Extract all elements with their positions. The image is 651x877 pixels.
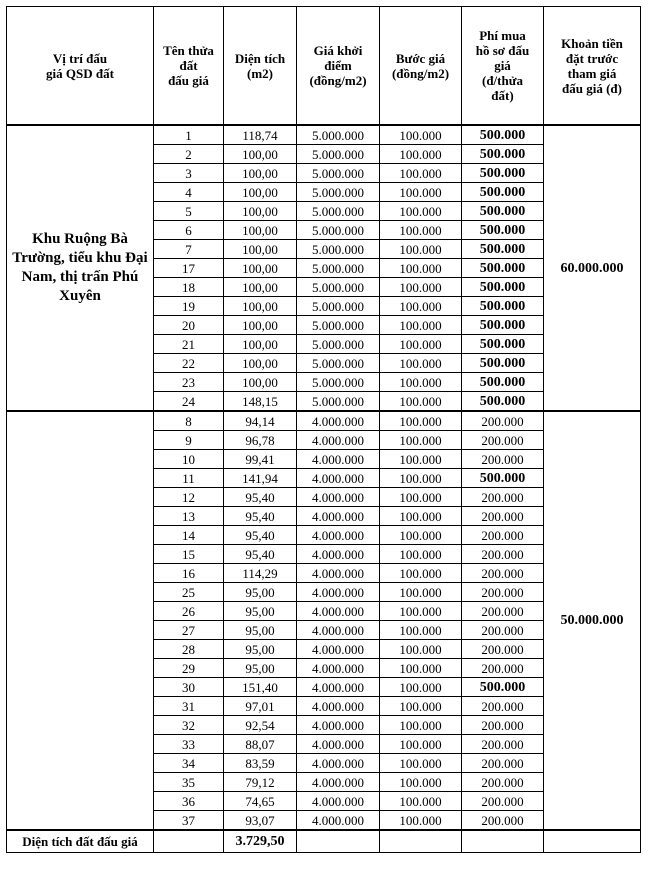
price-step-cell: 100.000 — [380, 602, 462, 621]
lot-cell: 24 — [154, 392, 224, 412]
dossier-fee-cell: 500.000 — [462, 125, 544, 145]
area-cell: 100,00 — [224, 354, 297, 373]
start-price-cell: 4.000.000 — [297, 640, 380, 659]
area-cell: 94,14 — [224, 411, 297, 431]
area-cell: 118,74 — [224, 125, 297, 145]
dossier-fee-cell: 200.000 — [462, 716, 544, 735]
dossier-fee-cell: 500.000 — [462, 373, 544, 392]
start-price-cell: 5.000.000 — [297, 297, 380, 316]
total-empty-price — [297, 830, 380, 853]
lot-cell: 22 — [154, 354, 224, 373]
dossier-fee-cell: 200.000 — [462, 659, 544, 678]
area-cell: 95,00 — [224, 621, 297, 640]
price-step-cell: 100.000 — [380, 373, 462, 392]
lot-cell: 19 — [154, 297, 224, 316]
lot-cell: 33 — [154, 735, 224, 754]
header-price-step: Bước giá (đồng/m2) — [380, 7, 462, 126]
lot-cell: 21 — [154, 335, 224, 354]
dossier-fee-cell: 200.000 — [462, 507, 544, 526]
dossier-fee-cell: 200.000 — [462, 773, 544, 792]
start-price-cell: 5.000.000 — [297, 354, 380, 373]
area-cell: 93,07 — [224, 811, 297, 831]
dossier-fee-cell: 500.000 — [462, 145, 544, 164]
price-step-cell: 100.000 — [380, 621, 462, 640]
dossier-fee-cell: 200.000 — [462, 450, 544, 469]
deposit-cell: 60.000.000 — [544, 125, 641, 411]
start-price-cell: 5.000.000 — [297, 278, 380, 297]
price-step-cell: 100.000 — [380, 773, 462, 792]
area-cell: 151,40 — [224, 678, 297, 697]
price-step-cell: 100.000 — [380, 754, 462, 773]
price-step-cell: 100.000 — [380, 125, 462, 145]
dossier-fee-cell: 500.000 — [462, 316, 544, 335]
price-step-cell: 100.000 — [380, 183, 462, 202]
dossier-fee-cell: 200.000 — [462, 431, 544, 450]
area-cell: 148,15 — [224, 392, 297, 412]
dossier-fee-cell: 200.000 — [462, 792, 544, 811]
lot-cell: 9 — [154, 431, 224, 450]
start-price-cell: 4.000.000 — [297, 773, 380, 792]
start-price-cell: 4.000.000 — [297, 411, 380, 431]
lot-cell: 36 — [154, 792, 224, 811]
dossier-fee-cell: 200.000 — [462, 754, 544, 773]
dossier-fee-cell: 500.000 — [462, 202, 544, 221]
dossier-fee-cell: 500.000 — [462, 164, 544, 183]
area-cell: 95,00 — [224, 602, 297, 621]
price-step-cell: 100.000 — [380, 259, 462, 278]
area-cell: 95,40 — [224, 526, 297, 545]
area-cell: 100,00 — [224, 297, 297, 316]
price-step-cell: 100.000 — [380, 792, 462, 811]
price-step-cell: 100.000 — [380, 354, 462, 373]
area-cell: 88,07 — [224, 735, 297, 754]
lot-cell: 3 — [154, 164, 224, 183]
deposit-cell: 50.000.000 — [544, 411, 641, 830]
lot-cell: 13 — [154, 507, 224, 526]
lot-cell: 35 — [154, 773, 224, 792]
area-cell: 100,00 — [224, 335, 297, 354]
area-cell: 114,29 — [224, 564, 297, 583]
price-step-cell: 100.000 — [380, 145, 462, 164]
total-row — [7, 830, 641, 853]
lot-cell: 37 — [154, 811, 224, 831]
dossier-fee-cell: 200.000 — [462, 583, 544, 602]
start-price-cell: 4.000.000 — [297, 526, 380, 545]
total-empty-fee — [462, 830, 544, 853]
auction-lots-table — [6, 6, 641, 853]
area-cell: 95,40 — [224, 507, 297, 526]
start-price-cell: 4.000.000 — [297, 583, 380, 602]
dossier-fee-cell: 200.000 — [462, 640, 544, 659]
start-price-cell: 4.000.000 — [297, 621, 380, 640]
start-price-cell: 5.000.000 — [297, 240, 380, 259]
price-step-cell: 100.000 — [380, 488, 462, 507]
area-cell: 100,00 — [224, 259, 297, 278]
price-step-cell: 100.000 — [380, 297, 462, 316]
lot-cell: 14 — [154, 526, 224, 545]
dossier-fee-cell: 500.000 — [462, 678, 544, 697]
dossier-fee-cell: 200.000 — [462, 697, 544, 716]
start-price-cell: 4.000.000 — [297, 507, 380, 526]
header-area: Diện tích (m2) — [224, 7, 297, 126]
dossier-fee-cell: 200.000 — [462, 411, 544, 431]
lot-cell: 7 — [154, 240, 224, 259]
total-empty-deposit — [544, 830, 641, 853]
lot-cell: 32 — [154, 716, 224, 735]
price-step-cell: 100.000 — [380, 697, 462, 716]
start-price-cell: 5.000.000 — [297, 335, 380, 354]
start-price-cell: 5.000.000 — [297, 164, 380, 183]
dossier-fee-cell: 500.000 — [462, 392, 544, 412]
price-step-cell: 100.000 — [380, 221, 462, 240]
start-price-cell: 4.000.000 — [297, 716, 380, 735]
lot-cell: 26 — [154, 602, 224, 621]
dossier-fee-cell: 200.000 — [462, 545, 544, 564]
lot-cell: 11 — [154, 469, 224, 488]
dossier-fee-cell: 200.000 — [462, 621, 544, 640]
lot-cell: 10 — [154, 450, 224, 469]
start-price-cell: 4.000.000 — [297, 564, 380, 583]
lot-cell: 34 — [154, 754, 224, 773]
start-price-cell: 4.000.000 — [297, 488, 380, 507]
area-cell: 95,40 — [224, 488, 297, 507]
dossier-fee-cell: 200.000 — [462, 526, 544, 545]
start-price-cell: 5.000.000 — [297, 145, 380, 164]
price-step-cell: 100.000 — [380, 545, 462, 564]
price-step-cell: 100.000 — [380, 526, 462, 545]
area-cell: 95,00 — [224, 583, 297, 602]
price-step-cell: 100.000 — [380, 202, 462, 221]
lot-cell: 1 — [154, 125, 224, 145]
area-cell: 100,00 — [224, 373, 297, 392]
dossier-fee-cell: 500.000 — [462, 183, 544, 202]
lot-cell: 12 — [154, 488, 224, 507]
lot-cell: 30 — [154, 678, 224, 697]
dossier-fee-cell: 500.000 — [462, 278, 544, 297]
lot-cell: 28 — [154, 640, 224, 659]
price-step-cell: 100.000 — [380, 640, 462, 659]
dossier-fee-cell: 500.000 — [462, 297, 544, 316]
header-location: Vị trí đấu giá QSD đất — [7, 7, 154, 126]
table-row — [7, 125, 641, 145]
price-step-cell: 100.000 — [380, 735, 462, 754]
header-start-price: Giá khởi điểm (đồng/m2) — [297, 7, 380, 126]
price-step-cell: 100.000 — [380, 469, 462, 488]
area-cell: 95,00 — [224, 659, 297, 678]
price-step-cell: 100.000 — [380, 278, 462, 297]
area-cell: 99,41 — [224, 450, 297, 469]
price-step-cell: 100.000 — [380, 564, 462, 583]
dossier-fee-cell: 200.000 — [462, 735, 544, 754]
total-empty-lot — [154, 830, 224, 853]
dossier-fee-cell: 500.000 — [462, 240, 544, 259]
area-cell: 74,65 — [224, 792, 297, 811]
dossier-fee-cell: 200.000 — [462, 602, 544, 621]
lot-cell: 8 — [154, 411, 224, 431]
area-cell: 100,00 — [224, 278, 297, 297]
start-price-cell: 4.000.000 — [297, 450, 380, 469]
start-price-cell: 4.000.000 — [297, 811, 380, 831]
area-cell: 96,78 — [224, 431, 297, 450]
price-step-cell: 100.000 — [380, 583, 462, 602]
header-deposit: Khoản tiền đặt trước tham giá đấu giá (đ) — [544, 7, 641, 126]
lot-cell: 17 — [154, 259, 224, 278]
lot-cell: 16 — [154, 564, 224, 583]
table-row — [7, 411, 641, 431]
price-step-cell: 100.000 — [380, 507, 462, 526]
start-price-cell: 5.000.000 — [297, 259, 380, 278]
start-price-cell: 5.000.000 — [297, 183, 380, 202]
location-cell: Khu Ruộng Bà Trường, tiểu khu Đại Nam, thị trấn Phú Xuyên — [7, 125, 154, 411]
start-price-cell: 4.000.000 — [297, 659, 380, 678]
lot-cell: 18 — [154, 278, 224, 297]
start-price-cell: 4.000.000 — [297, 678, 380, 697]
header-row — [7, 7, 641, 126]
price-step-cell: 100.000 — [380, 431, 462, 450]
price-step-cell: 100.000 — [380, 335, 462, 354]
start-price-cell: 4.000.000 — [297, 697, 380, 716]
area-cell: 100,00 — [224, 240, 297, 259]
price-step-cell: 100.000 — [380, 811, 462, 831]
lot-cell: 15 — [154, 545, 224, 564]
start-price-cell: 4.000.000 — [297, 469, 380, 488]
lot-cell: 27 — [154, 621, 224, 640]
dossier-fee-cell: 500.000 — [462, 221, 544, 240]
area-cell: 100,00 — [224, 183, 297, 202]
price-step-cell: 100.000 — [380, 450, 462, 469]
area-cell: 92,54 — [224, 716, 297, 735]
header-lot: Tên thửa đất đấu giá — [154, 7, 224, 126]
start-price-cell: 5.000.000 — [297, 125, 380, 145]
start-price-cell: 5.000.000 — [297, 392, 380, 412]
lot-cell: 6 — [154, 221, 224, 240]
price-step-cell: 100.000 — [380, 316, 462, 335]
area-cell: 83,59 — [224, 754, 297, 773]
area-cell: 100,00 — [224, 164, 297, 183]
dossier-fee-cell: 500.000 — [462, 354, 544, 373]
dossier-fee-cell: 200.000 — [462, 811, 544, 831]
header-dossier-fee: Phí mua hồ sơ đấu giá (đ/thửa đất) — [462, 7, 544, 126]
price-step-cell: 100.000 — [380, 392, 462, 412]
lot-cell: 25 — [154, 583, 224, 602]
area-cell: 95,40 — [224, 545, 297, 564]
dossier-fee-cell: 500.000 — [462, 335, 544, 354]
start-price-cell: 4.000.000 — [297, 792, 380, 811]
table-body — [7, 125, 641, 830]
area-cell: 100,00 — [224, 221, 297, 240]
start-price-cell: 4.000.000 — [297, 754, 380, 773]
lot-cell: 4 — [154, 183, 224, 202]
lot-cell: 20 — [154, 316, 224, 335]
area-cell: 100,00 — [224, 202, 297, 221]
lot-cell: 23 — [154, 373, 224, 392]
price-step-cell: 100.000 — [380, 411, 462, 431]
dossier-fee-cell: 500.000 — [462, 469, 544, 488]
start-price-cell: 4.000.000 — [297, 735, 380, 754]
area-cell: 100,00 — [224, 145, 297, 164]
area-cell: 141,94 — [224, 469, 297, 488]
dossier-fee-cell: 500.000 — [462, 259, 544, 278]
price-step-cell: 100.000 — [380, 164, 462, 183]
price-step-cell: 100.000 — [380, 659, 462, 678]
price-step-cell: 100.000 — [380, 240, 462, 259]
lot-cell: 29 — [154, 659, 224, 678]
lot-cell: 31 — [154, 697, 224, 716]
dossier-fee-cell: 200.000 — [462, 488, 544, 507]
area-cell: 100,00 — [224, 316, 297, 335]
total-area: 3.729,50 — [224, 830, 297, 853]
total-empty-step — [380, 830, 462, 853]
area-cell: 79,12 — [224, 773, 297, 792]
start-price-cell: 4.000.000 — [297, 431, 380, 450]
dossier-fee-cell: 200.000 — [462, 564, 544, 583]
area-cell: 95,00 — [224, 640, 297, 659]
start-price-cell: 5.000.000 — [297, 221, 380, 240]
total-label: Diện tích đất đấu giá — [7, 830, 154, 853]
start-price-cell: 4.000.000 — [297, 545, 380, 564]
start-price-cell: 5.000.000 — [297, 373, 380, 392]
location-cell — [7, 411, 154, 830]
price-step-cell: 100.000 — [380, 716, 462, 735]
area-cell: 97,01 — [224, 697, 297, 716]
price-step-cell: 100.000 — [380, 678, 462, 697]
start-price-cell: 5.000.000 — [297, 202, 380, 221]
lot-cell: 5 — [154, 202, 224, 221]
start-price-cell: 4.000.000 — [297, 602, 380, 621]
lot-cell: 2 — [154, 145, 224, 164]
start-price-cell: 5.000.000 — [297, 316, 380, 335]
